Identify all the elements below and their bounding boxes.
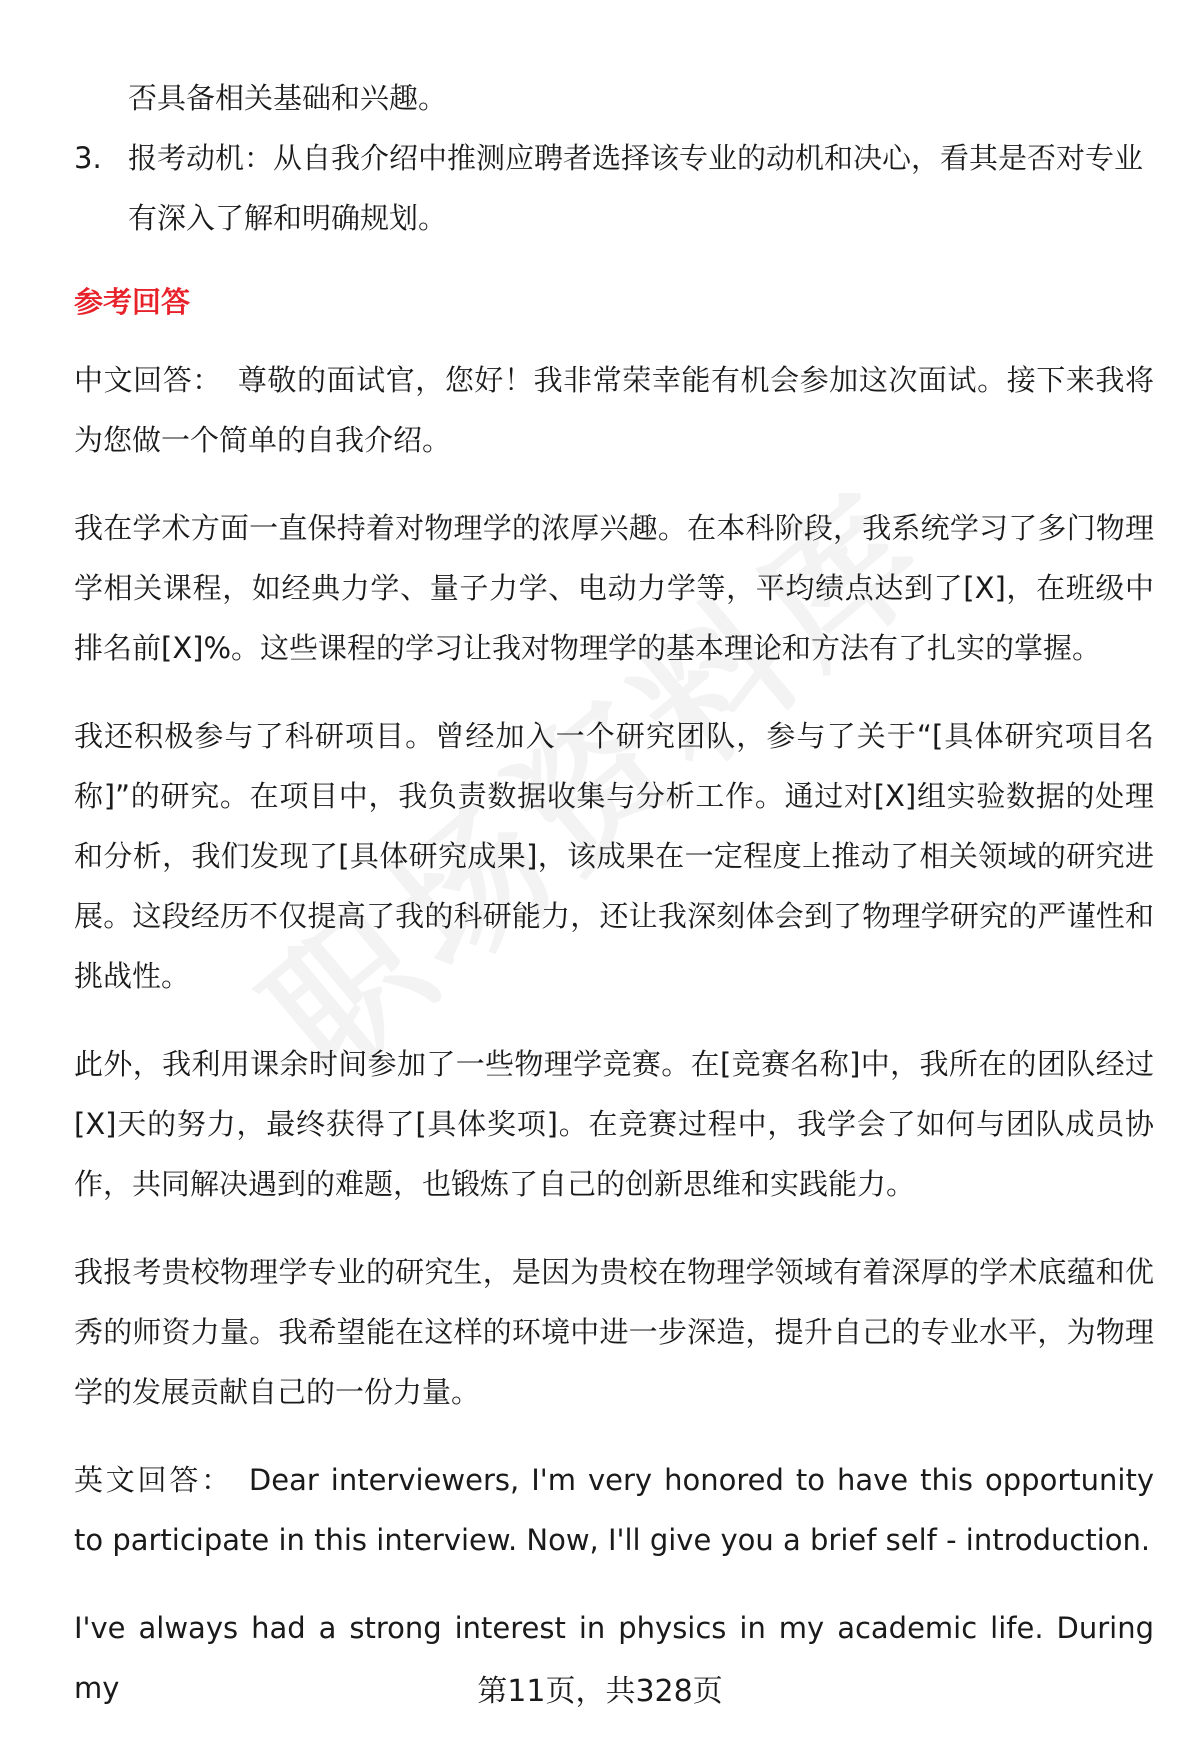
chinese-paragraph-motivation: 我报考贵校物理学专业的研究生，是因为贵校在物理学领域有着深厚的学术底蕴和优秀的师资力量。我希望能在这样的环境中进一步深造，提升自己的专业水平，为物理学的发展贡献自己的一份力量。	[74, 1255, 1154, 1409]
english-paragraph-academic: I've always had a strong interest in physics in my academic life. During my	[74, 1611, 1154, 1705]
english-answer-intro	[74, 1450, 1154, 1570]
document-content	[74, 68, 1154, 1746]
list-item-text: 报考动机：从自我介绍中推测应聘者选择该专业的动机和决心，看其是否对专业有深入了解和明确规划。	[128, 141, 1144, 235]
chinese-paragraph-competition: 此外，我利用课余时间参加了一些物理学竞赛。在[竞赛名称]中，我所在的团队经过[X]天的努力，最终获得了[具体奖项]。在竞赛过程中，我学会了如何与团队成员协作，共同解决遇到的难题，也锻炼了自己的创新思维和实践能力。	[74, 1047, 1154, 1201]
english-answer-label: 英文回答：	[74, 1463, 233, 1497]
chinese-answer-intro-text: 尊敬的面试官，您好！我非常荣幸能有机会参加这次面试。接下来我将为您做一个简单的自我介绍。	[74, 363, 1154, 457]
list-number: 3.	[74, 141, 102, 175]
chinese-paragraph-academic: 我在学术方面一直保持着对物理学的浓厚兴趣。在本科阶段，我系统学习了多门物理学相关课程，如经典力学、量子力学、电动力学等，平均绩点达到了[X]，在班级中排名前[X]%。这些课程的学习让我对物理学的基本理论和方法有了扎实的掌握。	[74, 511, 1154, 665]
list-item-continuation: 否具备相关基础和兴趣。	[128, 81, 448, 115]
chinese-answer-intro	[74, 350, 1154, 470]
section-title: 参考回答	[74, 285, 191, 319]
chinese-paragraph-research: 我还积极参与了科研项目。曾经加入一个研究团队，参与了关于“[具体研究项目名称]”的研究。在项目中，我负责数据收集与分析工作。通过对[X]组实验数据的处理和分析，我们发现了[具体研究成果]，该成果在一定程度上推动了相关领域的研究进展。这段经历不仅提高了我的科研能力，还让我深刻体会到了物理学研究的严谨性和挑战性。	[74, 719, 1154, 993]
english-answer-intro-text: Dear interviewers, I'm very honored to have this opportunity to participate in this interview. Now, I'll give you a brief self - introduction.	[74, 1463, 1154, 1557]
list-item-3	[74, 128, 1154, 248]
chinese-answer-label: 中文回答：	[74, 363, 222, 397]
page-footer: 第11页，共328页	[477, 1674, 723, 1709]
